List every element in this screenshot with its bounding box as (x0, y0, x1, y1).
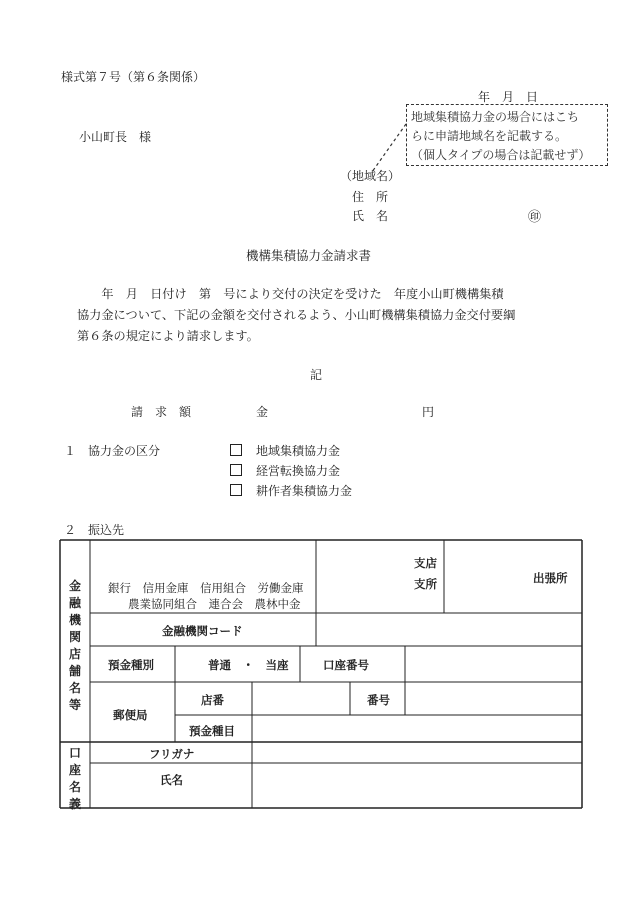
post-office-label: 郵便局 (113, 708, 148, 722)
bank-group-label: 金融機関店舗名等 (68, 579, 81, 712)
body-line: 年 月 日付け 第 号により交付の決定を受けた 年度小山町機構集積 (77, 287, 504, 301)
bank-code-label: 金融機関コード (162, 624, 243, 638)
option-label: 経営転換協力金 (256, 464, 341, 478)
name-label: 氏 名 (352, 209, 389, 223)
deposit-type-label: 預金種別 (108, 658, 154, 672)
option-label: 地域集積協力金 (256, 444, 341, 458)
account-number-label: 口座番号 (323, 658, 369, 672)
bank-types-line: 農業協同組合 連合会 農林中金 (128, 597, 301, 611)
body-line: 協力金について、下記の金額を交付されるよう、小山町機構集積協力金交付要綱 (77, 308, 516, 322)
branch-label-shisho: 支所 (414, 577, 437, 591)
form-id: 様式第７号（第６条関係） (61, 70, 206, 84)
document-title: 機構集積協力金請求書 (246, 248, 372, 263)
account-name-group-label: 口座名義 (68, 746, 81, 811)
note-line: 地域集積協力金の場合にはこち (411, 110, 580, 124)
option-label: 耕作者集積協力金 (256, 484, 353, 498)
post-deposit-type-label: 預金種目 (189, 724, 235, 738)
bank-types-line: 銀行 信用金庫 信用組合 労働金庫 (108, 581, 304, 595)
address-label: 住 所 (352, 190, 389, 204)
account-holder-name-label: 氏名 (160, 773, 183, 787)
amount-unit: 円 (422, 405, 435, 419)
amount-prefix: 金 (256, 405, 269, 419)
note-line: （個人タイプの場合は記載せず） (411, 148, 591, 162)
section1-label: １ 協力金の区分 (64, 444, 161, 458)
section2-label: ２ 振込先 (64, 523, 125, 537)
addressee: 小山町長 様 (79, 130, 152, 144)
amount-label: 請 求 額 (131, 405, 192, 419)
store-number-label: 店番 (201, 693, 224, 707)
branch-label-shutchojo: 出張所 (533, 571, 568, 585)
body-line: 第６条の規定により請求します。 (77, 329, 259, 343)
note-line: らに申請地域名を記載する。 (411, 129, 568, 143)
seal-mark: ㊞ (528, 210, 542, 225)
date-line: 年 月 日 (478, 90, 539, 104)
region-label: （地域名） (340, 169, 401, 183)
number-label: 番号 (367, 693, 390, 707)
ki-heading: 記 (310, 368, 323, 382)
branch-label-shiten: 支店 (414, 556, 437, 570)
furigana-label: フリガナ (149, 747, 195, 761)
deposit-type-value: 普通 ・ 当座 (208, 658, 289, 672)
